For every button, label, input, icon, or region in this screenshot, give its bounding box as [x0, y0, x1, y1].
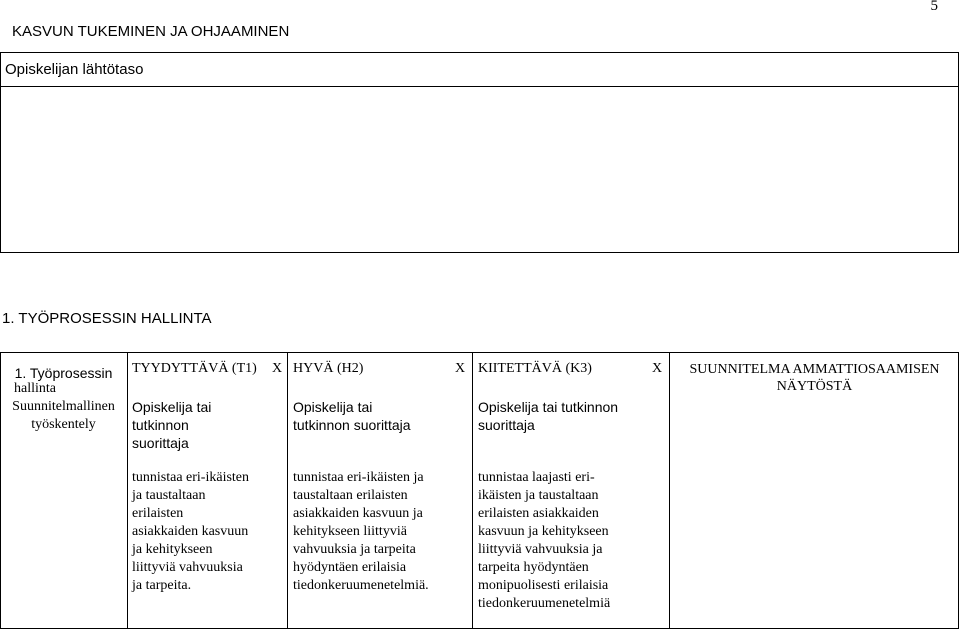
k3-desc-line: liittyviä vahvuuksia ja — [478, 542, 603, 557]
k3-subject-line: suorittaja — [478, 417, 535, 433]
h2-desc-line: hyödyntäen erilaisia — [293, 560, 407, 575]
level-k3-label: KIITETTÄVÄ (K3) — [478, 361, 592, 376]
t1-desc-line: ja kehitykseen — [132, 542, 213, 557]
t1-subject-line: suorittaja — [132, 435, 189, 451]
k3-desc-line: ikäisten ja taustaltaan — [478, 488, 599, 503]
t1-desc-line: asiakkaiden kasvuun — [132, 524, 249, 539]
t1-subject-line: tutkinnon — [132, 417, 189, 433]
t1-subject-line: Opiskelija tai — [132, 399, 212, 415]
level-t1-label: TYYDYTTÄVÄ (T1) — [132, 361, 257, 376]
t1-desc-line: ja taustaltaan — [132, 488, 206, 503]
h2-desc-line: vahvuuksia ja tarpeita — [293, 542, 416, 557]
t1-description — [132, 469, 249, 595]
level-k3-mark: X — [652, 361, 663, 376]
h2-subject-line: tutkinnon suorittaja — [293, 417, 411, 433]
k3-subject — [478, 398, 618, 434]
column-divider — [287, 352, 288, 629]
plan-title-line: SUUNNITELMA AMMATTIOSAAMISEN — [689, 362, 940, 377]
plan-column-title — [670, 361, 959, 395]
k3-desc-line: kasvuun ja kehitykseen — [478, 524, 609, 539]
item-title: 1. Työprosessin — [14, 365, 113, 381]
page-number: 5 — [930, 0, 938, 14]
main-title: KASVUN TUKEMINEN JA OHJAAMINEN — [12, 23, 290, 40]
t1-desc-line: tunnistaa eri-ikäisten — [132, 470, 250, 485]
t1-desc-line: erilaisten — [132, 506, 184, 521]
item-subtitle-line: työskentely — [31, 417, 96, 432]
level-h2-label: HYVÄ (H2) — [293, 361, 364, 376]
section-heading: 1. TYÖPROSESSIN HALLINTA — [2, 310, 212, 327]
h2-subject — [293, 398, 411, 434]
h2-desc-line: asiakkaiden kasvuun ja — [293, 506, 423, 521]
h2-subject-line: Opiskelija tai — [293, 399, 373, 415]
item-subtitle-line: Suunnitelmallinen — [12, 399, 115, 414]
k3-desc-line: monipuolisesti erilaisia — [478, 578, 609, 593]
h2-desc-line: kehitykseen liittyviä — [293, 524, 407, 539]
box-divider — [0, 86, 959, 87]
h2-desc-line: tunnistaa eri-ikäisten ja — [293, 470, 424, 485]
k3-description — [478, 469, 610, 613]
k3-desc-line: tunnistaa laajasti eri- — [478, 470, 595, 485]
k3-subject-line: Opiskelija tai tutkinnon — [478, 399, 619, 415]
h2-description — [293, 469, 429, 595]
k3-desc-line: tiedonkeruumenetelmiä — [478, 596, 611, 611]
starting-level-box — [0, 52, 959, 253]
item-title-cont: hallinta — [14, 381, 56, 396]
level-h2-mark: X — [455, 361, 466, 376]
column-divider — [472, 352, 473, 629]
starting-level-title: Opiskelijan lähtötaso — [5, 61, 144, 78]
k3-desc-line: erilaisten asiakkaiden — [478, 506, 599, 521]
h2-desc-line: taustaltaan erilaisten — [293, 488, 408, 503]
level-t1-mark: X — [272, 361, 283, 376]
t1-desc-line: liittyviä vahvuuksia — [132, 560, 243, 575]
t1-desc-line: ja tarpeita. — [132, 578, 192, 593]
column-divider — [127, 352, 128, 629]
plan-title-line: NÄYTÖSTÄ — [776, 379, 853, 394]
h2-desc-line: tiedonkeruumenetelmiä. — [293, 578, 429, 593]
t1-subject — [132, 398, 211, 452]
item-subtitle-cell — [0, 398, 127, 434]
k3-desc-line: tarpeita hyödyntäen — [478, 560, 589, 575]
